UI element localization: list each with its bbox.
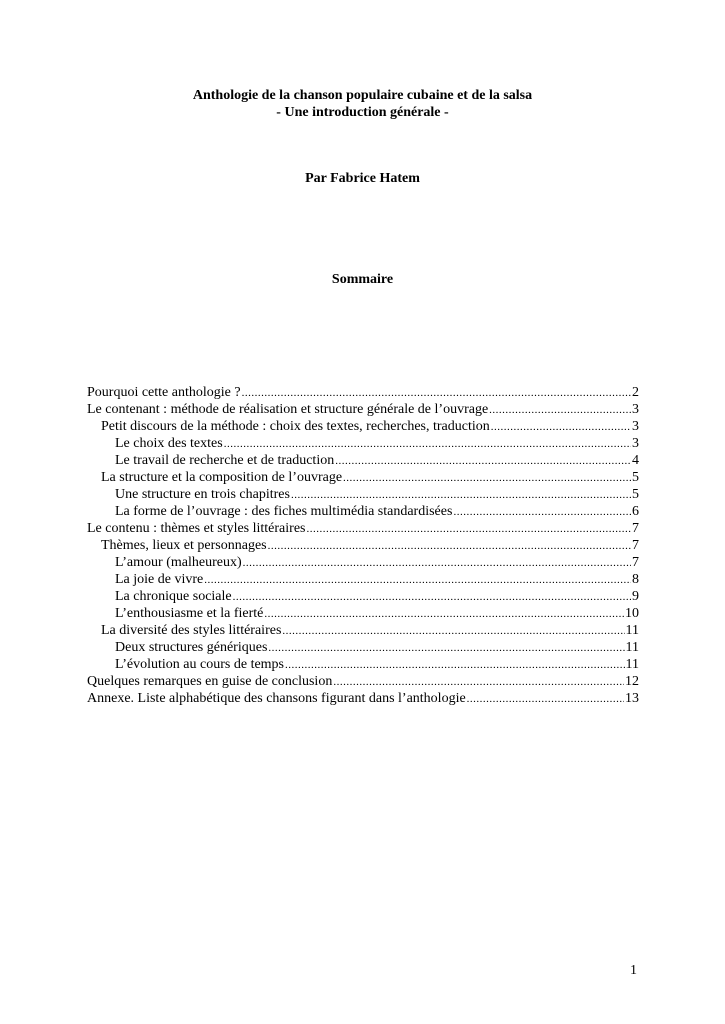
toc-leader-dots — [491, 419, 631, 436]
toc-entry[interactable] — [87, 384, 639, 401]
toc-entry-label: Le choix des textes — [115, 436, 223, 451]
document-author: Par Fabrice Hatem — [305, 171, 420, 186]
toc-entry-label: La structure et la composition de l’ouvrage — [101, 470, 343, 485]
toc-entry-page: 7 — [632, 555, 639, 570]
toc-entry-label: La forme de l’ouvrage : des fiches multimédia standardisées — [115, 504, 453, 519]
toc-leader-dots — [343, 470, 631, 487]
toc-leader-dots — [264, 606, 624, 623]
toc-entry[interactable] — [87, 418, 639, 435]
toc-entry-page: 2 — [632, 385, 639, 400]
toc-entry-page: 9 — [632, 589, 639, 604]
toc-entry[interactable] — [87, 520, 639, 537]
toc-leader-dots — [291, 487, 631, 504]
toc-entry-label: Thèmes, lieux et personnages — [101, 538, 267, 553]
toc-entry-label: Annexe. Liste alphabétique des chansons figurant dans l’anthologie — [87, 691, 466, 706]
toc-entry-label: La chronique sociale — [115, 589, 232, 604]
toc-leader-dots — [243, 555, 631, 572]
toc-leader-dots — [224, 436, 631, 453]
toc-entry-page: 13 — [625, 691, 639, 706]
toc-entry[interactable] — [87, 435, 639, 452]
toc-entry-page: 7 — [632, 521, 639, 536]
toc-entry-page: 11 — [625, 657, 639, 672]
toc-leader-dots — [489, 402, 631, 419]
toc-entry[interactable] — [87, 690, 639, 707]
toc-entry[interactable] — [87, 571, 639, 588]
toc-entry[interactable] — [87, 622, 639, 639]
toc-entry-label: Le contenant : méthode de réalisation et structure générale de l’ouvrage — [87, 402, 489, 417]
toc-entry[interactable] — [87, 588, 639, 605]
toc-entry-page: 12 — [625, 674, 639, 689]
toc-leader-dots — [333, 674, 624, 691]
toc-entry-page: 5 — [632, 487, 639, 502]
document-title-line-1: Anthologie de la chanson populaire cubaine et de la salsa — [192, 88, 533, 103]
toc-leader-dots — [268, 538, 631, 555]
toc-entry[interactable] — [87, 401, 639, 418]
toc-entry-label: La joie de vivre — [115, 572, 204, 587]
toc-entry-label: Pourquoi cette anthologie ? — [87, 385, 241, 400]
toc-entry-label: Le contenu : thèmes et styles littéraires — [87, 521, 306, 536]
toc-leader-dots — [242, 385, 631, 402]
toc-leader-dots — [233, 589, 631, 606]
table-of-contents — [87, 384, 639, 707]
toc-entry[interactable] — [87, 656, 639, 673]
toc-entry[interactable] — [87, 673, 639, 690]
toc-entry-page: 10 — [625, 606, 639, 621]
toc-entry-label: Petit discours de la méthode : choix des textes, recherches, traduction — [101, 419, 490, 434]
toc-entry[interactable] — [87, 469, 639, 486]
toc-entry[interactable] — [87, 537, 639, 554]
toc-entry-label: Quelques remarques en guise de conclusion — [87, 674, 333, 689]
toc-entry-label: Deux structures génériques — [115, 640, 268, 655]
toc-leader-dots — [285, 657, 625, 674]
toc-entry-label: L’évolution au cours de temps — [115, 657, 285, 672]
toc-entry-label: Une structure en trois chapitres — [115, 487, 290, 502]
toc-leader-dots — [453, 504, 631, 521]
toc-entry-page: 7 — [632, 538, 639, 553]
toc-entry[interactable] — [87, 486, 639, 503]
toc-entry-page: 4 — [632, 453, 639, 468]
toc-entry[interactable] — [87, 452, 639, 469]
toc-entry-page: 3 — [632, 402, 639, 417]
summary-heading: Sommaire — [331, 272, 394, 287]
toc-entry-page: 6 — [632, 504, 639, 519]
toc-entry-label: L’amour (malheureux) — [115, 555, 242, 570]
toc-entry-page: 5 — [632, 470, 639, 485]
toc-entry[interactable] — [87, 639, 639, 656]
toc-leader-dots — [335, 453, 631, 470]
toc-leader-dots — [268, 640, 624, 657]
toc-entry-label: La diversité des styles littéraires — [101, 623, 282, 638]
toc-entry[interactable] — [87, 605, 639, 622]
toc-entry-page: 11 — [625, 640, 639, 655]
toc-entry-page: 8 — [632, 572, 639, 587]
toc-entry-page: 11 — [625, 623, 639, 638]
toc-entry[interactable] — [87, 503, 639, 520]
toc-entry-label: L’enthousiasme et la fierté — [115, 606, 264, 621]
toc-leader-dots — [467, 691, 624, 708]
toc-leader-dots — [306, 521, 631, 538]
toc-entry-label: Le travail de recherche et de traduction — [115, 453, 335, 468]
toc-leader-dots — [204, 572, 631, 589]
document-title-line-2: - Une introduction générale - — [276, 105, 449, 120]
page-number: 1 — [630, 963, 637, 978]
toc-entry-page: 3 — [632, 419, 639, 434]
toc-entry[interactable] — [87, 554, 639, 571]
toc-entry-page: 3 — [632, 436, 639, 451]
toc-leader-dots — [282, 623, 624, 640]
